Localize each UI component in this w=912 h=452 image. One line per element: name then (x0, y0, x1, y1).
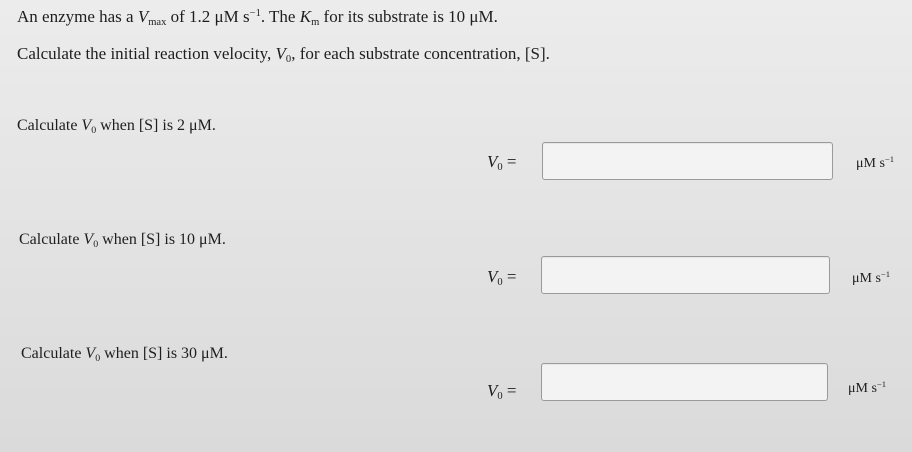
question-text: when [S] is 30 μM. (100, 345, 228, 362)
v0-subscript: 0 (285, 54, 292, 66)
v0-symbol: V (487, 267, 498, 286)
answer-3-label (487, 381, 517, 401)
problem-statement (17, 7, 498, 27)
answer-2-unit (852, 271, 890, 287)
answer-3-unit (848, 381, 886, 397)
instruction (17, 44, 550, 64)
question-text: Calculate (21, 345, 86, 362)
question-2 (19, 231, 226, 249)
answer-1-input[interactable] (542, 142, 833, 180)
v0-symbol: V (85, 345, 96, 362)
km-subscript: m (311, 17, 320, 29)
v0-subscript: 0 (497, 391, 503, 403)
v0-subscript: 0 (497, 162, 503, 174)
answer-3-input[interactable] (541, 363, 828, 401)
equals-sign: = (502, 267, 517, 286)
exponent: −1 (249, 8, 261, 20)
question-text: Calculate (17, 117, 82, 134)
instruction-text: , for each substrate concentration, [S]. (291, 44, 550, 63)
unit-text: μM s (848, 381, 877, 396)
question-3 (21, 345, 228, 363)
v0-subscript: 0 (497, 277, 503, 289)
v0-subscript: 0 (93, 238, 99, 250)
v0-symbol: V (275, 44, 286, 63)
equals-sign: = (502, 152, 517, 171)
answer-1-unit (856, 156, 894, 172)
statement-text: . The (260, 7, 300, 26)
v0-symbol: V (81, 117, 92, 134)
unit-text: μM s (856, 156, 885, 171)
answer-2-label (487, 267, 517, 287)
unit-text: μM s (852, 271, 881, 286)
equals-sign: = (502, 381, 517, 400)
instruction-text: Calculate the initial reaction velocity, (17, 44, 276, 63)
unit-exponent: −1 (884, 154, 895, 165)
v0-symbol: V (83, 231, 94, 248)
statement-text: for its substrate is 10 μM. (319, 7, 498, 26)
unit-exponent: −1 (876, 379, 887, 390)
v0-symbol: V (487, 152, 498, 171)
v0-subscript: 0 (95, 352, 101, 364)
answer-1-label (487, 152, 517, 172)
question-text: Calculate (19, 231, 84, 248)
question-text: when [S] is 10 μM. (98, 231, 226, 248)
km-symbol: K (299, 7, 312, 26)
v0-subscript: 0 (91, 124, 97, 136)
unit-exponent: −1 (880, 269, 891, 280)
vmax-subscript: max (148, 17, 167, 29)
question-text: when [S] is 2 μM. (96, 117, 216, 134)
answer-2-input[interactable] (541, 256, 830, 294)
statement-text: An enzyme has a (17, 7, 138, 26)
question-1 (17, 117, 216, 135)
vmax-symbol: V (137, 7, 149, 26)
v0-symbol: V (487, 381, 498, 400)
statement-text: of 1.2 μM s (166, 7, 250, 26)
